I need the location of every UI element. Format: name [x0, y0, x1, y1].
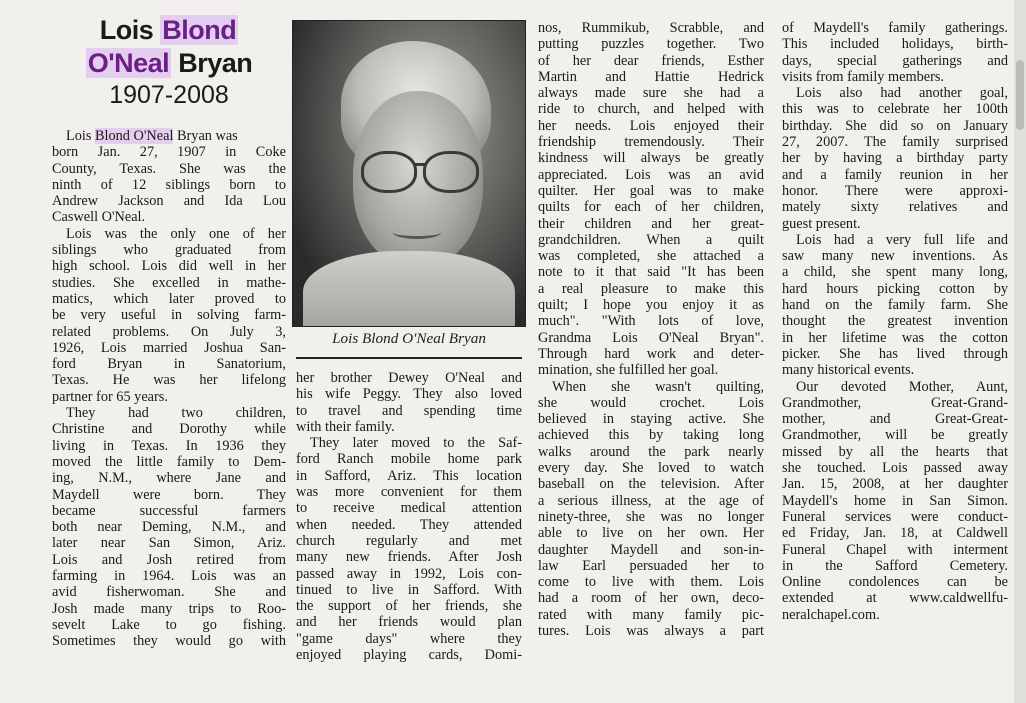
text-column-4: [782, 20, 1008, 623]
highlighted-name: Blond O'Neal: [95, 128, 174, 144]
text-line: days, special gatherings and: [782, 52, 1008, 69]
text-line: siblings who graduated from: [52, 242, 286, 259]
headline-first-name: Lois: [99, 15, 161, 45]
text-line: enjoyed playing cards, Domi-: [296, 647, 522, 664]
text-line: high school. Lois did well in her: [52, 258, 286, 275]
headline-highlighted-name: Blond: [162, 15, 237, 45]
text-line: later near San Simon, Ariz.: [52, 535, 286, 552]
text-line: ford Ranch mobile home park: [296, 451, 522, 468]
text-line: honor. There were approxi-: [782, 182, 1008, 199]
text-line: Our devoted Mother, Aunt,: [796, 378, 1008, 395]
text-line: partner for 65 years.: [52, 388, 168, 405]
text-line: Lois was the only one of her: [66, 225, 286, 242]
headline-line-2: [52, 47, 286, 80]
text-line: achieved this by taking long: [538, 427, 764, 444]
text-line: thought the greatest invention: [782, 313, 1008, 330]
text-line: a real pleasure to make this: [538, 280, 764, 297]
text-line: Sometimes they would go with: [52, 633, 286, 650]
text-line: a child, she spent many long,: [782, 264, 1008, 281]
text-line: Lois Blond O'Neal Bryan was: [66, 128, 238, 144]
text-line: was more convenient for them: [296, 484, 522, 501]
text-line: Maydell's home in San Simon.: [782, 492, 1008, 509]
text-line: Grandmother, Great-Grand-: [782, 394, 1008, 411]
vertical-scrollbar[interactable]: [1014, 0, 1026, 703]
text-line: her brother Dewey O'Neal and: [296, 370, 522, 386]
text-line: Lois and Josh retired from: [52, 551, 286, 568]
text-line: mately sixty relatives and: [782, 199, 1008, 216]
headline-line-1: [52, 14, 286, 47]
text-line: her needs. Lois enjoyed their: [538, 117, 764, 134]
text-line: When she wasn't quilting,: [552, 378, 764, 395]
text-line: They later moved to the Saf-: [310, 435, 522, 452]
text-line: come to live with them. Lois: [538, 574, 764, 591]
text-line: Texas. He was her lifelong: [52, 372, 286, 389]
text-line: This included holidays, birth-: [782, 36, 1008, 53]
text-line: church regularly and met: [296, 532, 522, 549]
text-line: she would crochet. Lois: [538, 394, 764, 411]
text-line: nos, Rummikub, Scrabble, and: [538, 20, 764, 36]
text-line: Christine and Dorothy while: [52, 421, 286, 438]
text-line: hard hours picking cotton by: [782, 280, 1008, 297]
text-line: farming in 1964. Lois was an: [52, 568, 286, 585]
text-line: Andrew Jackson and Ida Lou: [52, 193, 286, 210]
text-line: County, Texas. She was the: [52, 160, 286, 177]
text-line: Caswell O'Neal.: [52, 209, 146, 226]
text-line: sevelt Lake to go fishing.: [52, 616, 286, 633]
text-line: born Jan. 27, 1907 in Coke: [52, 144, 286, 161]
text-line: guest present.: [782, 215, 861, 232]
text-line: Grandma Lois O'Neal Bryan".: [538, 329, 764, 346]
headline-last-name: Bryan: [171, 48, 253, 78]
text-line: ford Bryan in Sanatorium,: [52, 356, 286, 373]
portrait-photo: [292, 20, 526, 327]
text-line: "game days" where they: [296, 630, 522, 647]
text-line: their children and her great-: [538, 215, 764, 232]
text-line: every day. She loved to watch: [538, 460, 764, 477]
text-line: living in Texas. In 1936 they: [52, 437, 286, 454]
text-line: quilter. Her goal was to make: [538, 182, 764, 199]
text-line: walks around the park nearly: [538, 443, 764, 460]
text-line: note to it that said "It has been: [538, 264, 764, 281]
text-line: missed by all the hearts that: [782, 443, 1008, 460]
caption-rule: [296, 357, 522, 359]
obituary-header: [52, 14, 286, 110]
text-line: rated with many family pic-: [538, 606, 764, 623]
text-line: Lois had a very full life and: [796, 231, 1008, 248]
text-line: kindness will always be greatly: [538, 150, 764, 167]
text-line: tinued to live in Safford. With: [296, 581, 522, 598]
text-line: Funeral Chapel with interment: [782, 541, 1008, 558]
text-line: in her lifetime was the cotton: [782, 329, 1008, 346]
text-line: both near Deming, N.M., and: [52, 519, 286, 536]
scrollbar-thumb[interactable]: [1016, 60, 1024, 130]
text-line: to travel and spending time: [296, 402, 522, 419]
text-line: appreciated. Lois was an avid: [538, 166, 764, 183]
text-line: be very useful in solving farm-: [52, 307, 286, 324]
text-line: putting puzzles together. Two: [538, 36, 764, 53]
text-line: with their family.: [296, 418, 395, 435]
lifespan-years: 1907-2008: [109, 81, 229, 109]
text-line: ride to church, and helped with: [538, 101, 764, 118]
text-line: a serious illness, at the age of: [538, 492, 764, 509]
text-line: many historical events.: [782, 362, 915, 379]
text-line: Josh made many trips to Roo-: [52, 600, 286, 617]
text-line: picker. She has lived through: [782, 345, 1008, 362]
text-line: 1926, Lois married Joshua San-: [52, 339, 286, 356]
text-line: quilt; I hope you enjoy it as: [538, 297, 764, 314]
text-column-3: [538, 20, 764, 639]
text-line: ed Friday, Jan. 18, at Caldwell: [782, 525, 1008, 542]
text-line: extended at www.caldwellfu-: [782, 590, 1008, 607]
text-line: baseball on the television. After: [538, 476, 764, 493]
text-line: Through hard work and deter-: [538, 345, 764, 362]
headline-highlighted-surname: O'Neal: [87, 48, 170, 78]
text-line: the support of her friends, she: [296, 598, 522, 615]
text-line: neralchapel.com.: [782, 606, 880, 623]
text-line: ing, N.M., where Jane and: [52, 470, 286, 487]
text-line: she touched. Lois passed away: [782, 460, 1008, 477]
text-line: many new friends. After Josh: [296, 549, 522, 566]
text-line: in the Safford Cemetery.: [782, 557, 1008, 574]
text-line: related problems. On July 3,: [52, 323, 286, 340]
text-line: Jan. 15, 2008, at her daughter: [782, 476, 1008, 493]
text-line: friendship tremendously. Their: [538, 134, 764, 151]
text-line: had a room of her own, deco-: [538, 590, 764, 607]
text-line: believed in staying active. She: [538, 411, 764, 428]
text-line: 27, 2007. The family surprised: [782, 134, 1008, 151]
text-line: quilts for each of her children,: [538, 199, 764, 216]
text-line: matics, which later proved to: [52, 290, 286, 307]
text-line: and her friends would plan: [296, 614, 522, 631]
text-column-1: [52, 128, 286, 650]
text-line: Online condolences can be: [782, 574, 1008, 591]
text-line: Martin and Hattie Hedrick: [538, 68, 764, 85]
text-line: law Earl persuaded her to: [538, 557, 764, 574]
text-line: hand on the family farm. She: [782, 297, 1008, 314]
text-line: avid fisherwoman. She and: [52, 584, 286, 601]
text-line: ninth of 12 siblings born to: [52, 176, 286, 193]
text-line: moved the little family to Dem-: [52, 453, 286, 470]
text-line: tures. Lois was always a part: [538, 622, 764, 639]
text-line: able to live on her own. Her: [538, 525, 764, 542]
text-line: always made sure she had a: [538, 85, 764, 102]
text-line: to receive medical attention: [296, 500, 522, 517]
text-line: birthday. She did so on January: [782, 117, 1008, 134]
text-line: mother, and Great-Great-: [782, 411, 1008, 428]
text-line: daughter Maydell and son-in-: [538, 541, 764, 558]
text-line: his wife Peggy. They also loved: [296, 386, 522, 403]
text-line: Maydell were born. They: [52, 486, 286, 503]
text-line: They had two children,: [66, 405, 286, 422]
text-line: much". "With lots of love,: [538, 313, 764, 330]
text-line: became successful farmers: [52, 502, 286, 519]
text-line: of her dear friends, Esther: [538, 52, 764, 69]
text-line: Lois also had another goal,: [796, 85, 1008, 102]
text-line: passed away in 1992, Lois con-: [296, 565, 522, 582]
text-line: her by having a birthday party: [782, 150, 1008, 167]
text-line: when needed. They attended: [296, 516, 522, 533]
text-column-2: [296, 370, 522, 663]
text-line: ninety-three, she was no longer: [538, 508, 764, 525]
text-line: Funeral services were conduct-: [782, 508, 1008, 525]
text-line: visits from family members.: [782, 68, 945, 85]
photo-caption: Lois Blond O'Neal Bryan: [332, 330, 486, 347]
text-line: grandchildren. When a quilt: [538, 231, 764, 248]
text-line: of Maydell's family gatherings.: [782, 20, 1008, 36]
text-line: was completed, she attached a: [538, 248, 764, 265]
text-line: and a family reunion in her: [782, 166, 1008, 183]
text-line: mination, she fulfilled her goal.: [538, 362, 719, 379]
text-line: Grandmother, will be greatly: [782, 427, 1008, 444]
text-line: this was to celebrate her 100th: [782, 101, 1008, 118]
text-line: in Safford, Ariz. This location: [296, 467, 522, 484]
text-line: studies. She excelled in mathe-: [52, 274, 286, 291]
text-line: saw many new inventions. As: [782, 248, 1008, 265]
